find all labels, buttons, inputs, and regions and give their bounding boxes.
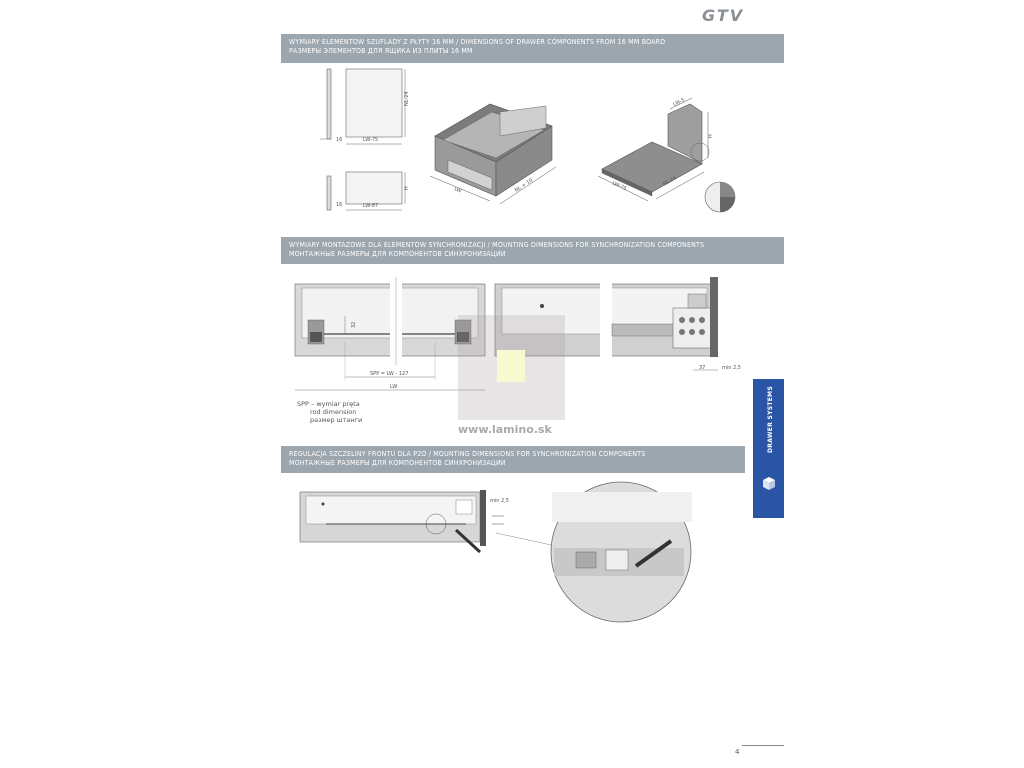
dim-lw: LW <box>453 186 463 195</box>
section-header-line-2: РАЗМЕРЫ ЭЛЕМЕНТОВ ДЛЯ ЯЩИКА ИЗ ПЛИТЫ 16 ММ <box>289 47 473 55</box>
page-number-rule <box>742 745 784 746</box>
dim-nl24-b: NL-24 <box>662 175 678 188</box>
drawer-systems-tab <box>753 379 784 518</box>
front-gap-adjustment-diagram <box>296 486 696 626</box>
dim-min25-gap: min 2,5 <box>490 498 509 504</box>
dim-lw: LW <box>390 384 398 390</box>
section-header-front-gap <box>281 446 745 473</box>
section-header-line-1: WYMIARY ELEMENTÓW SZUFLADY Z PŁYTY 16 MM / DIMENSIONS OF DRAWER COMPONENTS FROM 16 MM BOARD <box>289 38 666 46</box>
dim-lw5: LW-5 <box>672 97 686 108</box>
dim-37: 37 <box>699 365 706 371</box>
section-header-line-1: WYMIARY MONTAŻOWE DLA ELEMENTÓW SYNCHRONIZACJI / MOUNTING DIMENSIONS FOR SYNCHRONIZATION COMPONENTS <box>289 241 705 249</box>
dim-nl24: NL-24 <box>404 91 410 106</box>
lamino-watermark-inner <box>497 350 525 382</box>
legend-line-1: SPP – wymiar pręta <box>297 400 360 408</box>
legend-line-3: размер штанги <box>310 416 363 424</box>
dim-min25: min 2,5 <box>722 365 741 371</box>
bottom-panel <box>346 172 402 204</box>
drawer-components-diagram <box>290 64 750 229</box>
page-number: 4 <box>735 748 740 756</box>
dim-32: 32 <box>351 321 357 328</box>
section-header-line-1: REGULACJA SZCZELINY FRONTU DLA P2O / MOUNTING DIMENSIONS FOR SYNCHRONIZATION COMPONENTS <box>289 450 646 458</box>
dim-h: H <box>404 186 410 190</box>
dim-lw87: LW-87 <box>363 203 379 209</box>
back-panel <box>346 69 402 137</box>
gtv-logo: GTV <box>702 6 745 25</box>
section-header-drawer-dimensions <box>281 34 784 63</box>
isometric-drawer-box <box>430 104 556 204</box>
section-header-mounting-dimensions <box>281 237 784 264</box>
zoom-detail <box>551 482 692 622</box>
watermark-text: www.lamino.sk <box>458 423 552 436</box>
dim-nl10: NL + 10 <box>513 177 535 194</box>
dim-spp: SPP = LW - 127 <box>370 371 409 377</box>
drawer-icon <box>761 475 777 491</box>
front-panel-profile <box>327 176 331 210</box>
isometric-bottom-back <box>598 98 735 212</box>
spp-legend <box>297 400 362 424</box>
legend-line-2: rod dimension <box>310 408 357 416</box>
drawer-systems-label: DRAWER SYSTEMS <box>767 385 774 453</box>
dim-h-2: H <box>708 134 714 138</box>
section-header-line-2: МОНТАЖНЫЕ РАЗМЕРЫ ДЛЯ КОМПОНЕНТОВ СИНХРОНИЗАЦИИ <box>289 459 506 467</box>
side-panel-profile <box>327 69 331 139</box>
dim-lw75: LW-75 <box>363 137 379 143</box>
dim-16-b: 16 <box>336 202 343 208</box>
dim-lw75-b: LW-75 <box>611 180 628 193</box>
dim-16-a: 16 <box>336 137 343 143</box>
section-header-line-2: МОНТАЖНЫЕ РАЗМЕРЫ ДЛЯ КОМПОНЕНТОВ СИНХРОНИЗАЦИИ <box>289 250 506 258</box>
